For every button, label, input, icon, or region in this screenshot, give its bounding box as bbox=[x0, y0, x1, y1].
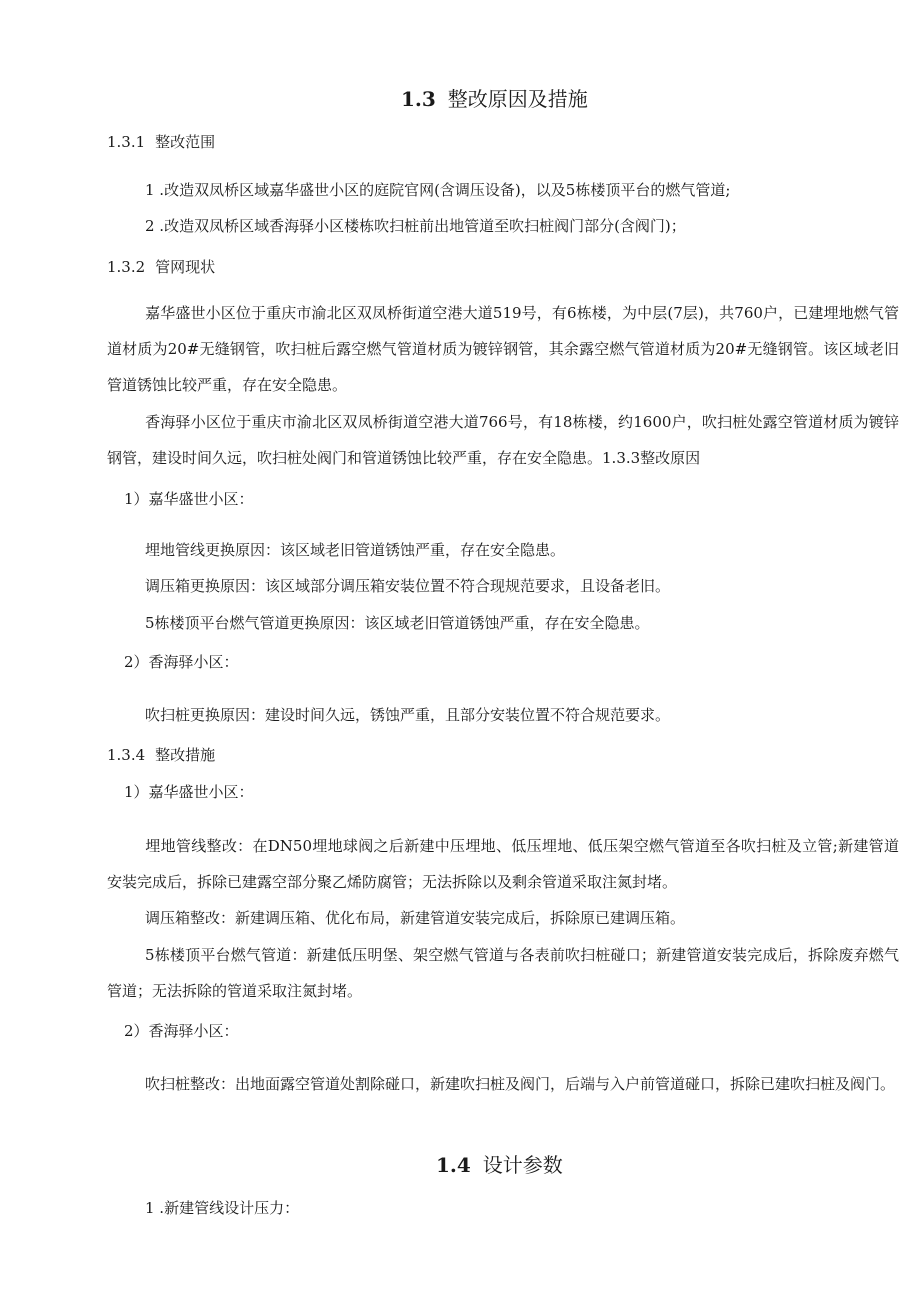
paragraph-text: 嘉华盛世小区位于重庆市渝北区双凤桥街道空港大道519号，有6栋楼，为中层(7层)，共760户，已建埋地燃气管道材质为20#无缝钢管，吹扫桩后露空燃气管道材质为镀锌钢管，其余露空燃气管道材质为20#无缝钢管。该区域老旧管道锈蚀比较严重，存在安全隐患。 bbox=[107, 304, 899, 394]
subsection-number: 1.3.4 bbox=[107, 746, 146, 764]
measure-regulator-line: 调压箱整改：新建调压箱、优化布局，新建管道安装完成后，拆除原已建调压箱。 bbox=[145, 909, 686, 927]
section-1-4-heading bbox=[436, 1152, 563, 1178]
reason-line-2: 调压箱更换原因：该区域部分调压箱安装位置不符合现规范要求，且设备老旧。 bbox=[145, 577, 671, 595]
measure-xianghaiyi-label: 2）香海驿小区： bbox=[124, 1022, 239, 1040]
section-number: 1.3 bbox=[401, 87, 436, 111]
reason-line-1: 埋地管线更换原因：该区域老旧管道锈蚀严重，存在安全隐患。 bbox=[145, 541, 566, 559]
section-1-3-heading bbox=[401, 86, 588, 112]
paragraph-text: 埋地管线整改：在DN50埋地球阀之后新建中压埋地、低压埋地、低压架空燃气管道至各吹扫桩及立管;新建管道安装完成后，拆除已建露空部分聚乙烯防腐管；无法拆除以及剩余管道采取注氮封堵。 bbox=[107, 837, 899, 891]
measure-jiahua-label: 1）嘉华盛世小区： bbox=[124, 783, 254, 801]
paragraph-text: 5栋楼顶平台燃气管道：新建低压明堡、架空燃气管道与各表前吹扫桩碰口；新建管道安装完成后，拆除废弃燃气管道；无法拆除的管道采取注氮封堵。 bbox=[107, 946, 899, 1000]
reason-jiahua-label: 1）嘉华盛世小区： bbox=[124, 490, 254, 508]
scope-item-1: 1 .改造双凤桥区域嘉华盛世小区的庭院官网(含调压设备)，以及5栋楼顶平台的燃气管道; bbox=[145, 181, 731, 199]
scope-item-2: 2 .改造双凤桥区域香海驿小区楼栋吹扫桩前出地管道至吹扫桩阀门部分(含阀门)； bbox=[145, 217, 686, 235]
section-title: 整改原因及措施 bbox=[447, 87, 588, 111]
status-paragraph-jiahua bbox=[107, 295, 899, 403]
subsection-title: 整改范围 bbox=[155, 133, 216, 151]
subsection-number: 1.3.2 bbox=[107, 258, 146, 276]
subsection-1-3-4-heading bbox=[107, 745, 215, 765]
measure-paragraph-rooftop bbox=[107, 937, 899, 1009]
measure-paragraph-blowdown bbox=[107, 1066, 899, 1102]
subsection-title: 整改措施 bbox=[155, 746, 216, 764]
paragraph-text: 香海驿小区位于重庆市渝北区双凤桥街道空港大道766号，有18栋楼，约1600户，吹扫桩处露空管道材质为镀锌钢管，建设时间久远，吹扫桩处阀门和管道锈蚀比较严重，存在安全隐患。1.3.3整改原因 bbox=[107, 413, 899, 467]
paragraph-text: 吹扫桩整改：出地面露空管道处割除碰口，新建吹扫桩及阀门，后端与入户前管道碰口，拆除已建吹扫桩及阀门。 bbox=[145, 1075, 896, 1093]
reason-line-3: 5栋楼顶平台燃气管道更换原因：该区域老旧管道锈蚀严重，存在安全隐患。 bbox=[145, 614, 650, 632]
subsection-title: 管网现状 bbox=[155, 258, 216, 276]
section-title: 设计参数 bbox=[482, 1153, 563, 1177]
design-param-item-1: 1 .新建管线设计压力： bbox=[145, 1199, 300, 1217]
section-number: 1.4 bbox=[436, 1153, 471, 1177]
subsection-1-3-1-heading bbox=[107, 132, 215, 152]
measure-paragraph-pipeline bbox=[107, 828, 899, 900]
subsection-number: 1.3.1 bbox=[107, 133, 146, 151]
reason-xianghaiyi-line: 吹扫桩更换原因：建设时间久远，锈蚀严重，且部分安装位置不符合规范要求。 bbox=[145, 706, 671, 724]
reason-xianghaiyi-label: 2）香海驿小区： bbox=[124, 653, 239, 671]
status-paragraph-xianghaiyi bbox=[107, 404, 899, 476]
subsection-1-3-2-heading bbox=[107, 257, 215, 277]
